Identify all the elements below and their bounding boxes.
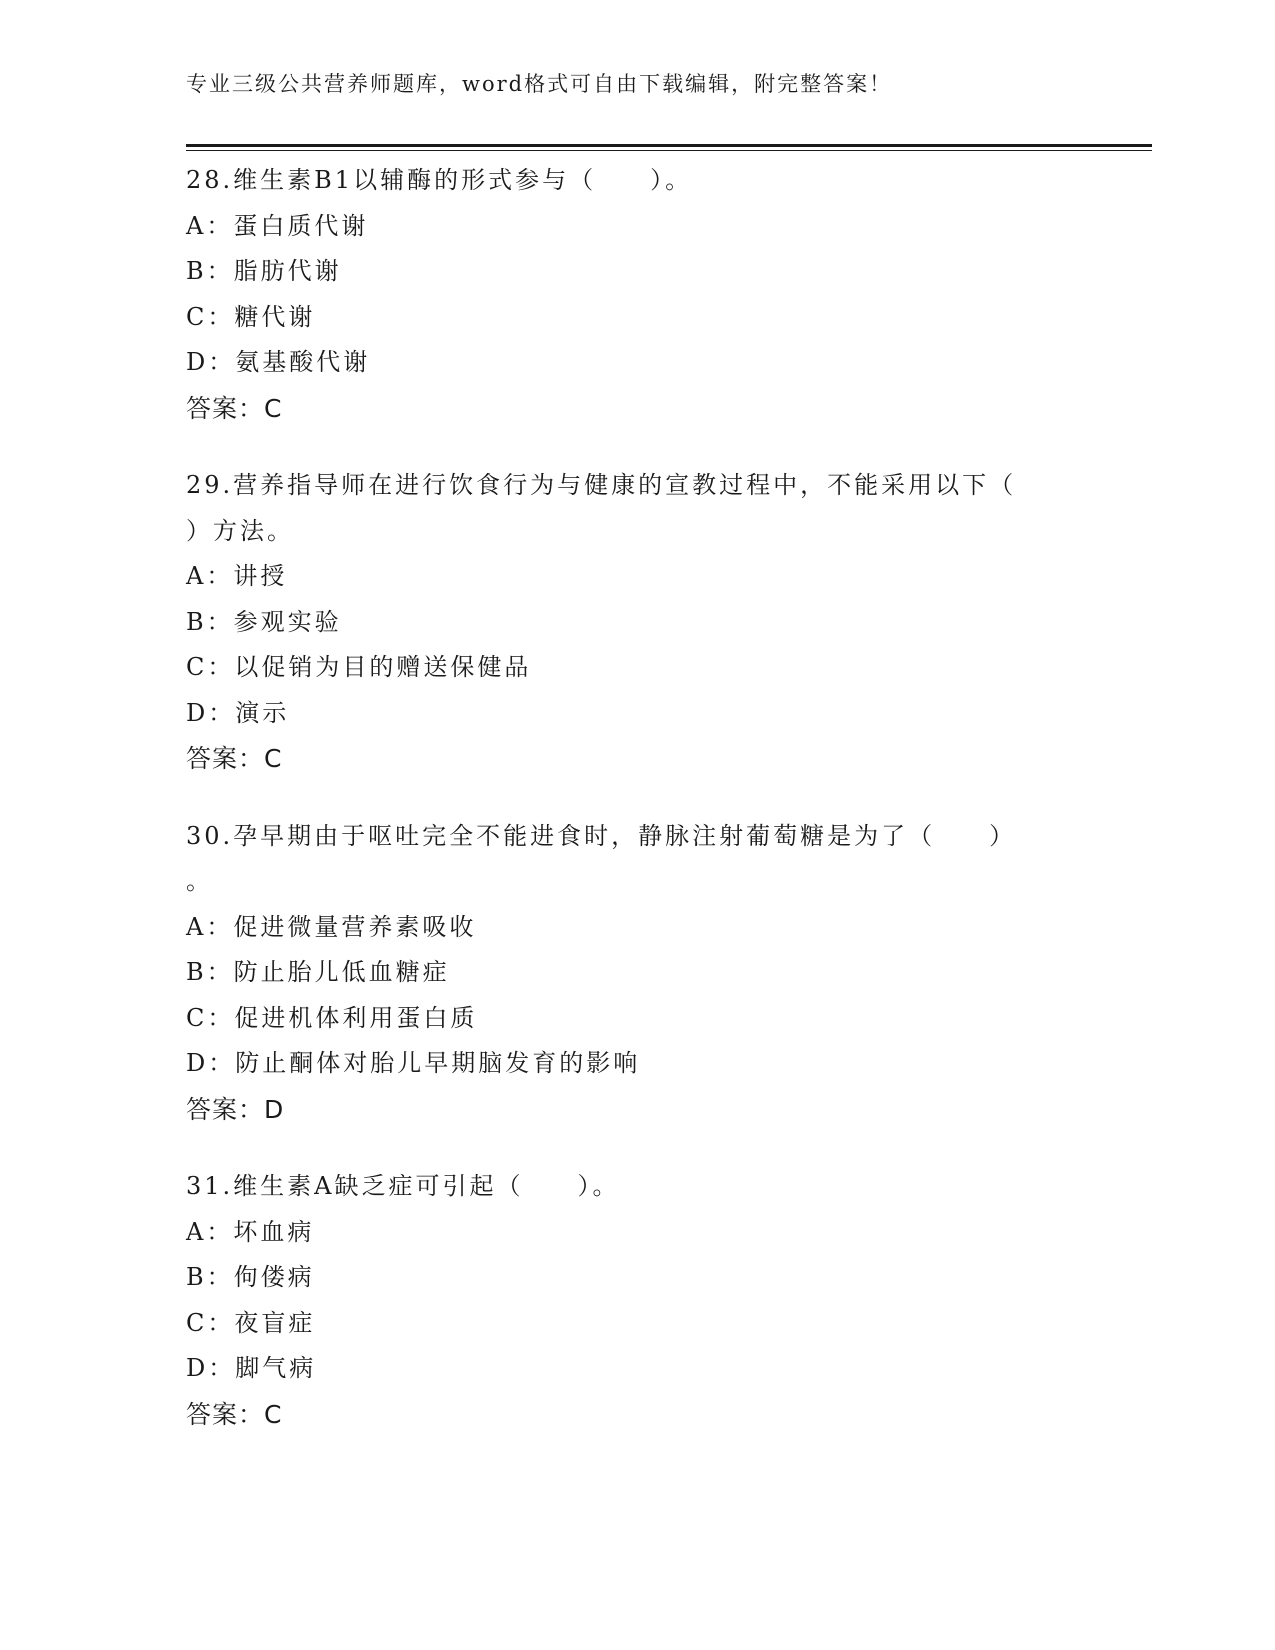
question-stem: 28.维生素B1以辅酶的形式参与（ ）。	[186, 166, 693, 194]
option-c: C：糖代谢	[186, 302, 316, 331]
option-d: D：演示	[186, 698, 290, 727]
question-31	[186, 1164, 1086, 1437]
option-a: A：讲授	[186, 562, 288, 590]
question-stem-continued: 。	[186, 867, 213, 895]
question-stem-continued: ）方法。	[186, 516, 294, 545]
option-a: A：坏血病	[186, 1217, 315, 1246]
question-30	[186, 814, 1086, 1133]
page-header: 专业三级公共营养师题库，word格式可自由下载编辑，附完整答案！	[186, 72, 893, 96]
answer: 答案：C	[186, 744, 283, 773]
question-28	[186, 158, 1086, 431]
question-stem: 29.营养指导师在进行饮食行为与健康的宣教过程中，不能采用以下（	[186, 471, 1017, 499]
question-list	[186, 158, 1086, 1469]
option-d: D：脚气病	[186, 1354, 317, 1382]
question-stem: 31.维生素A缺乏症可引起（ ）。	[186, 1172, 620, 1200]
question-stem: 30.孕早期由于呕吐完全不能进食时，静脉注射葡萄糖是为了（ ）	[186, 821, 1017, 850]
option-c: C：以促销为目的赠送保健品	[186, 653, 532, 681]
option-c: C：促进机体利用蛋白质	[186, 1003, 478, 1032]
option-b: B：佝偻病	[186, 1263, 315, 1291]
option-b: B：防止胎儿低血糖症	[186, 958, 450, 986]
header-rule-thin	[186, 150, 1152, 151]
header-rule-thick	[186, 144, 1152, 147]
option-b: B：参观实验	[186, 607, 342, 636]
answer: 答案：C	[186, 1399, 283, 1429]
option-d: D：防止酮体对胎儿早期脑发育的影响	[186, 1049, 641, 1077]
question-29	[186, 463, 1086, 782]
answer: 答案：D	[186, 1094, 285, 1124]
option-b: B：脂肪代谢	[186, 257, 342, 285]
option-a: A：促进微量营养素吸收	[186, 912, 477, 941]
option-a: A：蛋白质代谢	[186, 211, 369, 240]
option-d: D：氨基酸代谢	[186, 348, 371, 376]
answer: 答案：C	[186, 393, 283, 423]
option-c: C：夜盲症	[186, 1308, 316, 1337]
